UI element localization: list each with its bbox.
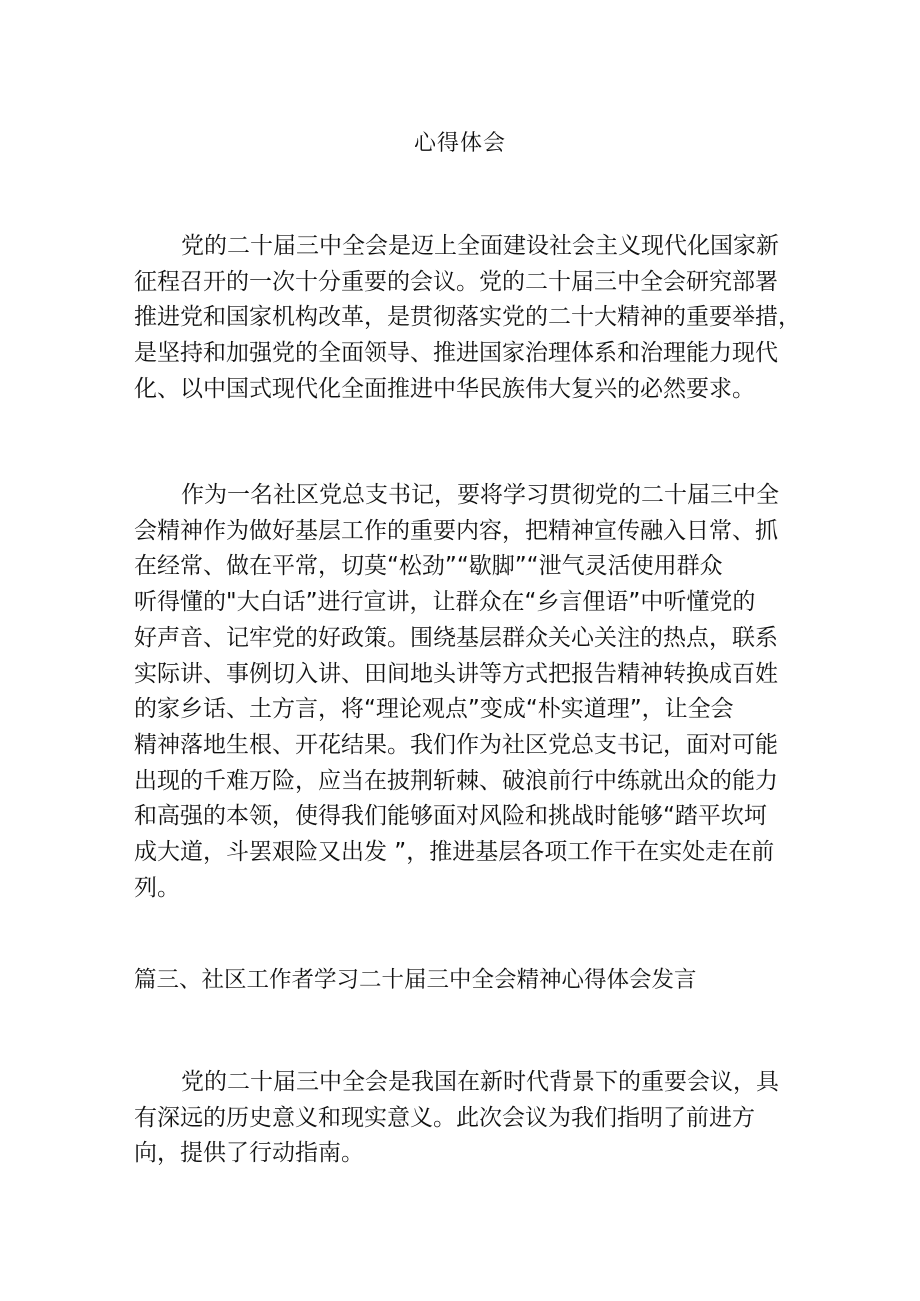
paragraph-line: 作为一名社区党总支书记，要将学习贯彻党的二十届三中全 bbox=[181, 482, 779, 508]
document-title: 心得体会 bbox=[413, 131, 506, 156]
paragraph-3 bbox=[134, 1065, 794, 1172]
paragraph-2 bbox=[134, 478, 794, 906]
paragraph-line: 实际讲、事例切入讲、田间地头讲等方式把报告精神转换成百姓 bbox=[134, 660, 778, 687]
paragraph-line: 推进党和国家机构改革，是贯彻落实党的二十大精神的重要举措， bbox=[134, 304, 801, 331]
paragraph-line: 化、以中国式现代化全面推进中华民族伟大复兴的必然要求。 bbox=[134, 375, 755, 402]
paragraph-line: 党的二十届三中全会是我国在新时代背景下的重要会议，具 bbox=[181, 1069, 779, 1095]
paragraph-line: 精神落地生根、开花结果。我们作为社区党总支书记，面对可能 bbox=[134, 731, 778, 758]
paragraph-line: 好声音、记牢党的好政策。围绕基层群众关心关注的热点，联系 bbox=[134, 624, 778, 651]
paragraph-line: 党的二十届三中全会是迈上全面建设社会主义现代化国家新 bbox=[181, 233, 779, 259]
paragraph-line: 向，提供了行动指南。 bbox=[134, 1140, 364, 1167]
paragraph-line: 列。 bbox=[134, 874, 180, 901]
paragraph-line: 成大道，斗罢艰险又出发 ”，推进基层各项工作干在实处走在前 bbox=[134, 839, 775, 866]
paragraph-line: 征程召开的一次十分重要的会议。党的二十届三中全会研究部署 bbox=[134, 268, 778, 295]
paragraph-line: 听得懂的"大白话”进行宣讲，让群众在“乡言俚语”中听懂党的 bbox=[134, 589, 756, 616]
paragraph-line: 有深远的历史意义和现实意义。此次会议为我们指明了前进方 bbox=[134, 1104, 755, 1131]
paragraph-line: 在经常、做在平常，切莫“松劲”“歇脚”“泄气灵活使用群众 bbox=[134, 553, 723, 580]
paragraph-line: 是坚持和加强党的全面领导、推进国家治理体系和治理能力现代 bbox=[134, 340, 778, 367]
paragraph-line: 会精神作为做好基层工作的重要内容，把精神宣传融入日常、抓 bbox=[134, 517, 778, 544]
section-heading: 篇三、社区工作者学习二十届三中全会精神心得体会发言 bbox=[134, 967, 697, 993]
paragraph-1 bbox=[134, 229, 801, 408]
paragraph-line: 和高强的本领，使得我们能够面对风险和挑战时能够“踏平坎坷 bbox=[134, 803, 767, 830]
paragraph-line: 出现的千难万险，应当在披荆斩棘、破浪前行中练就出众的能力 bbox=[134, 767, 778, 794]
paragraph-line: 的家乡话、土方言，将“理论观点”变成“朴实道理”，让全会 bbox=[134, 696, 734, 723]
